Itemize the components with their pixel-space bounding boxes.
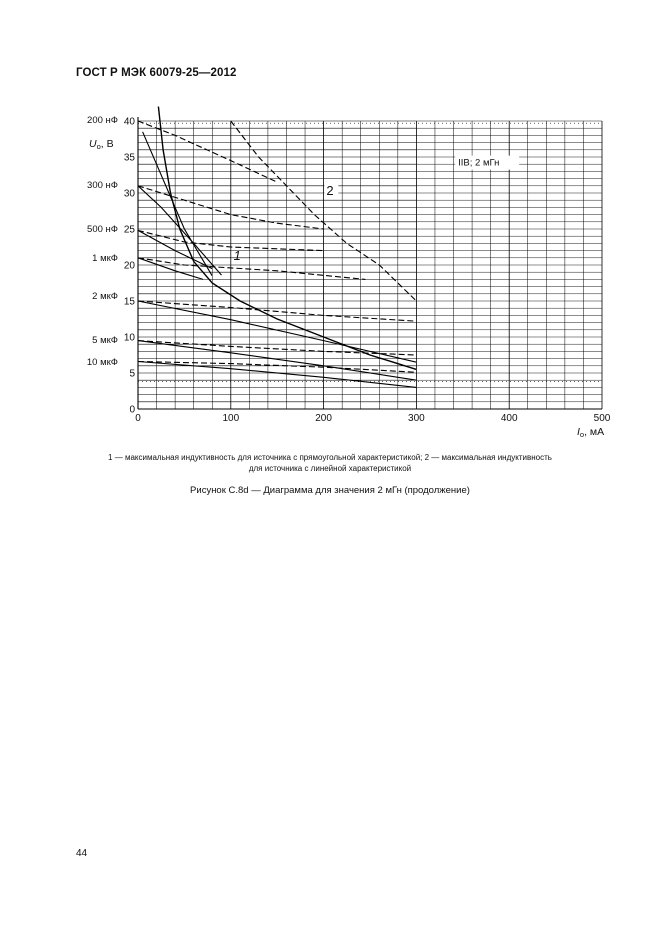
y-tick-label: 25: [123, 224, 135, 236]
y-axis-label: Uo, В: [89, 138, 114, 151]
capacitance-label: 200 нФ: [87, 115, 118, 126]
x-axis-label: Io, мА: [577, 426, 605, 439]
y-tick-label: 40: [123, 116, 135, 128]
chart-grid: [138, 121, 602, 409]
series-line: [143, 132, 213, 276]
series-line: [138, 301, 416, 362]
y-tick-label: 0: [129, 404, 135, 416]
capacitance-label: 5 мкФ: [92, 334, 118, 346]
y-tick-label: 20: [123, 260, 135, 272]
x-tick-label: 200: [315, 413, 332, 424]
series-line: [138, 121, 277, 182]
y-tick-label: 5: [129, 368, 135, 380]
capacitance-label: 10 мкФ: [86, 356, 118, 368]
y-tick-label: 15: [123, 296, 135, 308]
series-line: [138, 258, 365, 280]
figure-legend: [60, 452, 600, 474]
x-tick-label: 100: [222, 413, 240, 424]
series-line: [138, 362, 416, 373]
x-tick-label: 0: [135, 413, 141, 424]
capacitance-label: 300 нФ: [87, 179, 118, 191]
y-tick-label: 10: [123, 332, 135, 344]
page-number: 44: [76, 848, 88, 859]
series-line: [138, 341, 416, 381]
chart-series: [138, 107, 416, 388]
x-tick-label: 500: [593, 413, 611, 424]
x-tick-label: 400: [500, 413, 518, 424]
capacitance-label: 2 мкФ: [92, 291, 118, 303]
curve-label-1: 1: [233, 247, 241, 263]
curve-label-2: 2: [326, 183, 334, 199]
legend-line-1: 1 — максимальная индуктивность для источника с прямоугольной характеристикой; 2 — максимальная индуктивность: [108, 453, 552, 462]
figure-caption: Рисунок С.8d — Диаграмма для значения 2 мГн (продолжение): [190, 485, 470, 496]
capacitance-label: 1 мкФ: [92, 253, 118, 265]
annotation-label: IIB; 2 мГн: [458, 157, 500, 169]
series-line: [138, 301, 416, 321]
capacitance-label: 500 нФ: [87, 224, 118, 236]
legend-line-2: для источника с линейной характеристикой: [248, 464, 412, 473]
y-tick-label: 35: [123, 152, 135, 164]
y-tick-label: 30: [123, 188, 135, 200]
document-header: ГОСТ Р МЭК 60079-25—2012: [76, 67, 237, 79]
x-tick-label: 300: [408, 413, 425, 424]
